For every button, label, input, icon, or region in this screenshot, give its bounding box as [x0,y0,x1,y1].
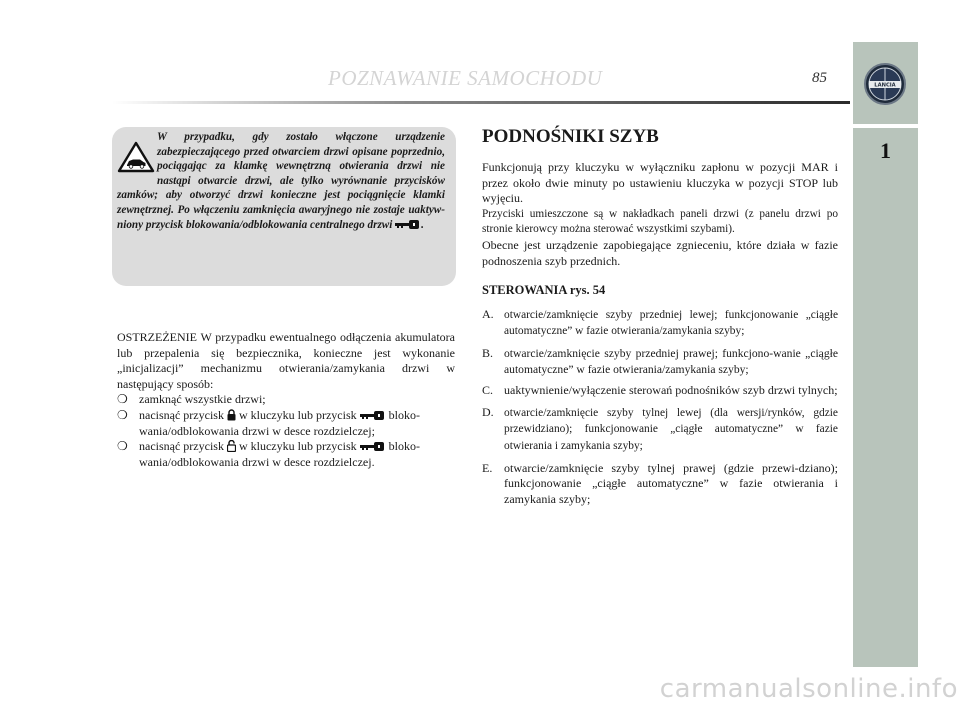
lock-closed-icon [227,409,236,421]
item-letter: D. [482,404,494,419]
running-header-title: POZNAWANIE SAMOCHODU [328,66,603,90]
header-rule [112,101,850,104]
chapter-side-tab [853,42,918,667]
reset-intro-paragraph: OSTRZEŻENIE W przypadku ewentualnego odłączenia akumulatora lub przepalenia się bezpiecznika, konieczne jest wykonanie „inicjalizacji” mechanizmu otwierania/zamykania drzwi w następujący sposób: [117,330,455,391]
warning-text [117,130,445,232]
tab-divider [853,124,918,128]
chapter-number: 1 [880,138,891,163]
section-heading: PODNOŚNIKI SZYB [482,126,659,147]
left-column [117,330,455,470]
bullet-mark: ❍ [117,392,128,407]
key-lock-icon [360,441,386,452]
key-lock-icon [395,219,421,230]
list-item [482,346,838,377]
paragraph: Funkcjonują przy kluczyku w wyłączniku zapłonu w pozycji MAR i przez około dwie minuty po ustawieniu kluczyka w pozycji STOP lub wyjęciu. [482,160,838,206]
watermark: carmanualsonline.info [659,674,958,704]
list-item [117,408,455,439]
lancia-logo-icon [863,62,907,106]
list-item [482,383,838,399]
paragraph: Przyciski umieszczone są w nakładkach paneli drzwi (z panelu drzwi po stronie kierowcy można sterować wszystkimi szybami). [482,207,838,236]
bullet-mark: ❍ [117,439,128,454]
bullet-mark: ❍ [117,407,128,422]
bullet-text: bloko-wania/odblokowania drzwi w desce rozdzielczej; [139,407,420,438]
item-text: otwarcie/zamknięcie szyby przedniej lewej; funkcjonowanie „ciągłe automatyczne” w fazie otwierania/zamykania szyby; [504,308,838,338]
right-column [482,126,838,513]
page-number: 85 [812,70,827,86]
list-item [482,461,838,508]
logo-text: LANCIA [874,82,896,89]
key-lock-icon [360,410,386,421]
bullet-text: zamknąć wszystkie drzwi; [139,392,266,407]
bullet-text: nacisnąć przycisk [139,439,227,454]
list-item [117,439,455,470]
bullet-text: bloko-wania/odblokowania drzwi w desce rozdzielczej. [139,439,420,469]
item-text: otwarcie/zamknięcie szyby tylnej lewej (dla wersji/rynków, gdzie przewidziano); funkcjonowanie „ciągłe automatyczne” w fazie otwierania i zamykania szyby; [504,406,838,452]
bullet-text: nacisnąć przycisk [139,407,227,422]
list-item [117,392,455,408]
item-letter: B. [482,345,494,360]
lock-open-icon [227,440,236,452]
list-item [482,405,838,455]
item-text: otwarcie/zamknięcie szyby tylnej prawej (gdzie przewi-dziano); funkcjonowanie „ciągłe automatyczne” w fazie otwierania i zamykania szyby; [504,460,838,506]
item-text: otwarcie/zamknięcie szyby przedniej prawej; funkcjono-wanie „ciągłe automatyczne” w fazie otwierania/zamykania szyby; [504,346,838,376]
warning-text-body: W przypadku, gdy zostało włączone urządzenie zabezpieczającego przed otwarciem drzwi opisane poprzednio, pociągając za klamkę wewnętrzną otwierania drzwi nie nastąpi otwarcie drzwi, ale tylko wyrównanie przycisków zamków; aby otworzyć drzwi konieczne jest pociągnięcie klamki zewnętrznej. Po włączeniu zamknięcia awaryjnego nie zostaje uaktyw-niony przycisk blokowania/odblokowania centralnego drzwi [117,131,445,231]
subsection-heading: STEROWANIA rys. 54 [482,283,606,298]
bullet-text: w kluczyku lub przycisk [235,407,360,422]
item-text: uaktywnienie/wyłączenie sterowań podnośników szyb drzwi tylnych; [504,383,838,398]
item-letter: C. [482,383,494,398]
warning-text-end: . [421,218,424,231]
item-letter: A. [482,306,494,321]
bullet-text: w kluczyku lub przycisk [235,439,360,454]
list-item [482,307,838,340]
paragraph: Obecne jest urządzenie zapobiegające zgnieceniu, które działa w fazie podnoszenia szyb przednich. [482,237,838,268]
item-letter: E. [482,460,493,475]
